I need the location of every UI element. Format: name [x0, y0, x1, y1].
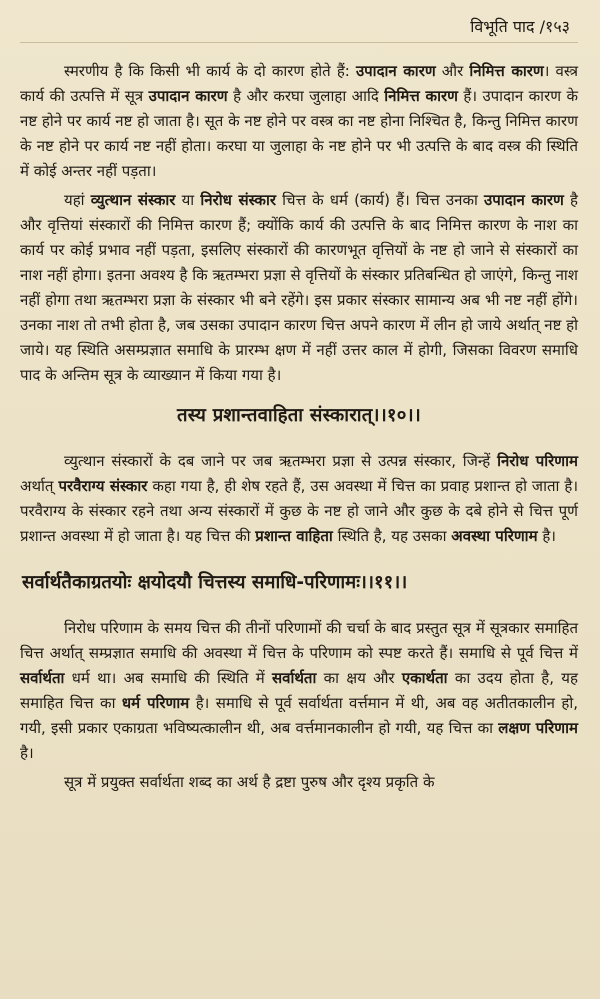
text-run: व्युत्थान संस्कारों के दब जाने पर जब ऋतम्भरा प्रज्ञा से उत्पन्न संस्कार, जिन्हें [64, 452, 498, 470]
text-run: या [175, 191, 201, 209]
bold-term: निरोध संस्कार [200, 191, 276, 209]
text-run: । वस्त्र कार्य की उत्पत्ति में सूत्र [20, 62, 578, 105]
text-run: का क्षय और [316, 669, 402, 687]
text-run: हैं। उपादान कारण के नष्ट होने पर कार्य नष्ट हो जाता है। सूत के नष्ट होने पर वस्त्र का नष्ट होना निश्चित है, किन्तु निमित्त कारण के नष्ट होने पर कार्य नष्ट नहीं होता। करघा या जुलाहा के नष्ट होने पर भी उत्पत्ति के बाद वस्त्र की स्थिति में कोई अन्तर नहीं पड़ता। [20, 87, 578, 180]
text-run: चित्त के धर्म (कार्य) हैं। चित्त उनका [275, 191, 485, 209]
bold-term: उपादान कारण [355, 62, 436, 80]
bold-term: उपादान कारण [148, 87, 228, 105]
text-run: सूत्र में प्रयुक्त सर्वार्थता शब्द का अर्थ है द्रष्टा पुरुष और दृश्य प्रकृति के [64, 773, 435, 791]
paragraph-1 [20, 59, 578, 184]
bold-term: एकार्थता [401, 669, 448, 687]
text-run: है और करघा जुलाहा आदि [227, 87, 385, 105]
text-run: है। [20, 744, 34, 762]
text-run: स्थिति है, यह उसका [332, 527, 452, 545]
running-header: विभूति पाद /१५३ [20, 12, 578, 43]
sutra-11: सर्वार्थतैकाग्रतयोः क्षयोदयौ चित्तस्य समाधि-परिणामः।।११।। [22, 572, 408, 593]
text-run: अर्थात् [20, 477, 59, 495]
text-run: है और वृत्तियां संस्कारों की निमित्त कारण हैं; क्योंकि कार्य की उत्पत्ति के बाद निमित्त कारण के नाश का कार्य पर कोई प्रभाव नहीं पड़ता, इसलिए संस्कारों की कारणभूत वृत्तियों के नष्ट हो जाने से संस्कारों का नाश नहीं होगा। इतना अवश्य है कि ऋतम्भरा प्रज्ञा से वृत्तियों के संस्कार प्रतिबन्धित हो जाएंगे, किन्तु नाश नहीं होगा तथा ऋतम्भरा प्रज्ञा के संस्कार भी बने रहेंगे। इस प्रकार संस्कार सामान्य अब भी नष्ट नहीं होंगे। उनका नाश तो तभी होता है, जब उसका उपादान कारण चित्त अपने कारण में लीन हो जाये अर्थात् नष्ट हो जाये। यह स्थिति असम्प्रज्ञात समाधि के प्रारम्भ क्षण में नहीं उत्तर काल में होगी, जिसका विवरण समाधि पाद के अन्तिम सूत्र के व्याख्यान में किया गया है। [20, 191, 578, 384]
text-run: और [435, 62, 470, 80]
bold-term: प्रशान्त वाहिता [255, 527, 333, 545]
bold-term: निमित्त कारण [384, 87, 458, 105]
text-run: निरोध परिणाम के समय चित्त की तीनों परिणामों की चर्चा के बाद प्रस्तुत सूत्र में सूत्रकार समाहित चित्त अर्थात् सम्प्रज्ञात समाधि की अवस्था में चित्त के परिणाम को स्पष्ट करते हैं। समाधि से पूर्व चित्त में [20, 619, 578, 662]
bold-term: सर्वार्थता [271, 669, 317, 687]
bold-term: परवैराग्य संस्कार [58, 477, 148, 495]
paragraph-3 [20, 449, 578, 549]
text-run: है। [537, 527, 556, 545]
paragraph-2 [20, 188, 578, 388]
bold-term: निमित्त कारण [469, 62, 544, 80]
bold-term: अवस्था परिणाम [451, 527, 538, 545]
text-run: यहां [64, 191, 91, 209]
bold-term: निरोध परिणाम [497, 452, 578, 470]
text-run: का उदय होता है, यह समाहित चित्त का [20, 669, 578, 712]
paragraph-5 [20, 770, 578, 795]
paragraph-4 [20, 616, 578, 766]
bold-term: सर्वार्थता [20, 669, 65, 687]
text-run: स्मरणीय है कि किसी भी कार्य के दो कारण होते हैं: [64, 62, 356, 80]
bold-term: धर्म परिणाम [121, 694, 190, 712]
bold-term: लक्षण परिणाम [498, 719, 579, 737]
text-run: है। समाधि से पूर्व सर्वार्थता वर्त्तमान में थी, अब वह अतीतकालीन हो, गयी, इसी प्रकार एकाग्रता भविष्यत्कालीन थी, अब वर्त्तमानकालीन हो गयी, यह चित्त का [20, 694, 578, 737]
text-run: कहा गया है, ही शेष रहते हैं, उस अवस्था में चित्त का प्रवाह प्रशान्त हो जाता है। परवैराग्य के संस्कार रहने तथा अन्य संस्कारों में कुछ के नष्ट हो जाने और कुछ के दबे होने से चित्त पूर्ण प्रशान्त अवस्था में हो जाता है। यह चित्त की [20, 477, 579, 545]
bold-term: व्युत्थान संस्कार [90, 191, 176, 209]
sutra-10: तस्य प्रशान्तवाहिता संस्कारात्।।१०।। [176, 405, 421, 426]
bold-term: उपादान कारण [484, 191, 564, 209]
text-run: धर्म था। अब समाधि की स्थिति में [64, 669, 272, 687]
